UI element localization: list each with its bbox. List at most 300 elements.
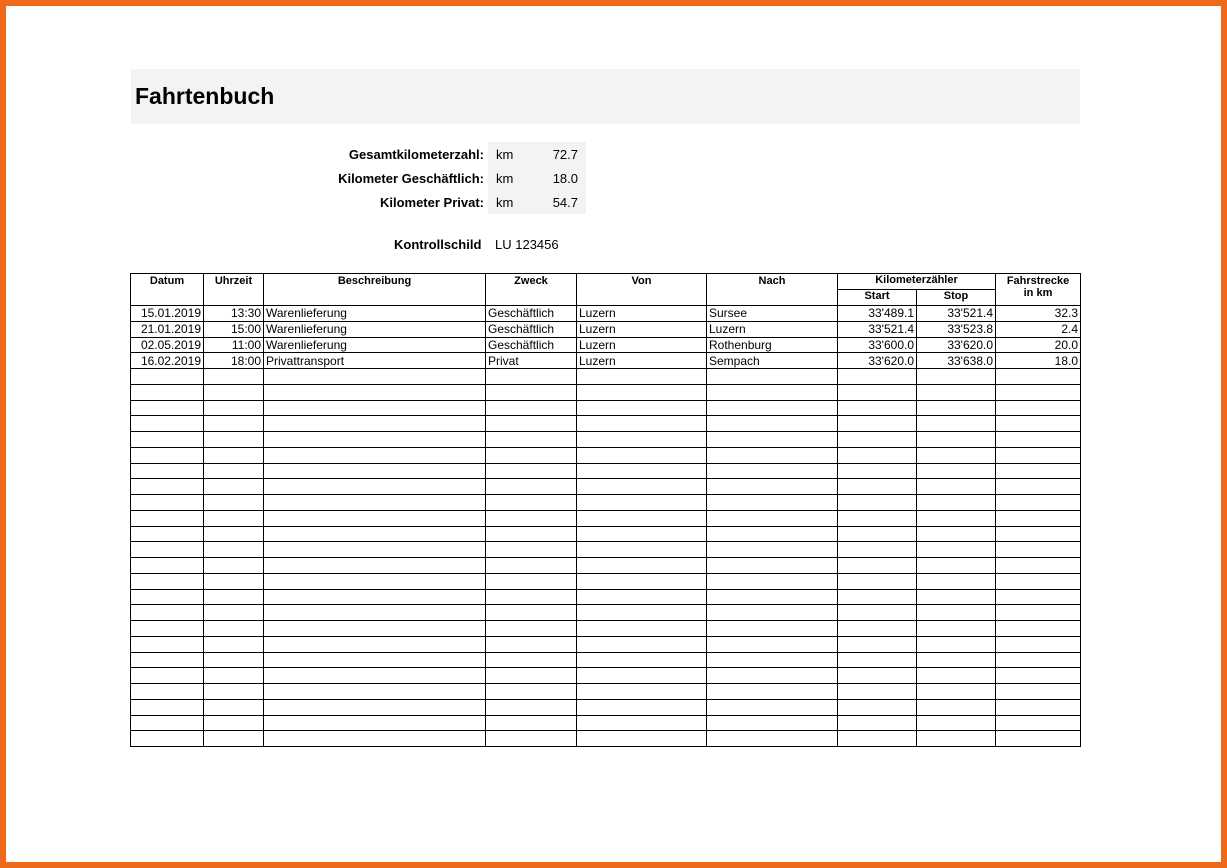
cell-stop[interactable] [917, 495, 996, 511]
cell-zweck[interactable] [486, 510, 577, 526]
table-row-empty [131, 699, 1081, 715]
cell-nach[interactable] [707, 463, 838, 479]
cell-zweck[interactable] [486, 400, 577, 416]
cell-uhrzeit[interactable]: 13:30 [204, 306, 264, 322]
cell-beschreibung[interactable] [264, 715, 486, 731]
cell-zweck[interactable] [486, 447, 577, 463]
cell-stop[interactable]: 33'523.8 [917, 321, 996, 337]
cell-zweck[interactable] [486, 558, 577, 574]
cell-zweck[interactable] [486, 731, 577, 747]
cell-beschreibung[interactable] [264, 463, 486, 479]
cell-uhrzeit[interactable] [204, 605, 264, 621]
cell-uhrzeit[interactable] [204, 400, 264, 416]
summary-value[interactable]: 18.0 [526, 166, 586, 190]
cell-zweck[interactable] [486, 589, 577, 605]
cell-datum[interactable] [131, 668, 204, 684]
cell-beschreibung[interactable] [264, 526, 486, 542]
cell-uhrzeit[interactable] [204, 684, 264, 700]
cell-stop[interactable] [917, 447, 996, 463]
cell-zweck[interactable] [486, 652, 577, 668]
cell-start[interactable] [838, 605, 917, 621]
cell-beschreibung[interactable] [264, 400, 486, 416]
cell-start[interactable] [838, 699, 917, 715]
cell-stop[interactable] [917, 636, 996, 652]
cell-strecke[interactable] [996, 668, 1081, 684]
cell-nach[interactable] [707, 621, 838, 637]
table-row-empty [131, 495, 1081, 511]
cell-zweck[interactable] [486, 479, 577, 495]
cell-uhrzeit[interactable] [204, 573, 264, 589]
table-row-empty [131, 652, 1081, 668]
cell-beschreibung[interactable] [264, 510, 486, 526]
cell-beschreibung[interactable] [264, 479, 486, 495]
page-title: Fahrtenbuch [135, 83, 275, 109]
cell-strecke[interactable] [996, 495, 1081, 511]
cell-zweck[interactable] [486, 542, 577, 558]
header-row [131, 274, 1081, 290]
cell-beschreibung[interactable] [264, 605, 486, 621]
cell-stop[interactable] [917, 400, 996, 416]
cell-beschreibung[interactable] [264, 652, 486, 668]
cell-zweck[interactable] [486, 715, 577, 731]
cell-start[interactable] [838, 400, 917, 416]
cell-nach[interactable] [707, 447, 838, 463]
cell-stop[interactable] [917, 463, 996, 479]
cell-datum[interactable] [131, 621, 204, 637]
cell-uhrzeit[interactable] [204, 463, 264, 479]
cell-datum[interactable] [131, 558, 204, 574]
cell-von[interactable] [577, 605, 707, 621]
summary-value[interactable]: 72.7 [526, 142, 586, 166]
cell-start[interactable] [838, 652, 917, 668]
col-header-start: Start [838, 290, 917, 306]
summary-value[interactable]: 54.7 [526, 190, 586, 214]
cell-strecke[interactable] [996, 447, 1081, 463]
col-header-uhrzeit: Uhrzeit [204, 274, 264, 306]
cell-stop[interactable] [917, 699, 996, 715]
cell-beschreibung[interactable] [264, 621, 486, 637]
table-row [131, 306, 1081, 322]
cell-start[interactable]: 33'620.0 [838, 353, 917, 369]
cell-beschreibung[interactable]: Privattransport [264, 353, 486, 369]
cell-strecke[interactable]: 32.3 [996, 306, 1081, 322]
cell-zweck[interactable] [486, 432, 577, 448]
cell-uhrzeit[interactable] [204, 589, 264, 605]
cell-start[interactable] [838, 447, 917, 463]
cell-zweck[interactable] [486, 495, 577, 511]
summary-label: Kilometer Geschäftlich: [338, 170, 484, 186]
cell-datum[interactable]: 15.01.2019 [131, 306, 204, 322]
cell-von[interactable]: Luzern [577, 306, 707, 322]
cell-strecke[interactable] [996, 573, 1081, 589]
table-row-empty [131, 636, 1081, 652]
cell-datum[interactable] [131, 526, 204, 542]
cell-von[interactable] [577, 542, 707, 558]
table-row-empty [131, 369, 1081, 385]
col-header-kilometerzaehler: Kilometerzähler [838, 274, 996, 290]
col-header-von: Von [577, 274, 707, 306]
cell-nach[interactable] [707, 558, 838, 574]
cell-start[interactable] [838, 495, 917, 511]
cell-uhrzeit[interactable] [204, 369, 264, 385]
cell-datum[interactable] [131, 605, 204, 621]
cell-nach[interactable] [707, 652, 838, 668]
cell-nach[interactable] [707, 400, 838, 416]
cell-stop[interactable] [917, 684, 996, 700]
cell-start[interactable] [838, 542, 917, 558]
cell-nach[interactable]: Luzern [707, 321, 838, 337]
cell-nach[interactable] [707, 479, 838, 495]
cell-start[interactable]: 33'600.0 [838, 337, 917, 353]
cell-zweck[interactable] [486, 384, 577, 400]
cell-nach[interactable] [707, 684, 838, 700]
cell-strecke[interactable] [996, 400, 1081, 416]
cell-datum[interactable]: 21.01.2019 [131, 321, 204, 337]
cell-uhrzeit[interactable] [204, 495, 264, 511]
cell-uhrzeit[interactable] [204, 432, 264, 448]
summary-unit[interactable]: km [488, 142, 526, 166]
cell-stop[interactable]: 33'521.4 [917, 306, 996, 322]
cell-stop[interactable] [917, 510, 996, 526]
cell-stop[interactable] [917, 605, 996, 621]
cell-von[interactable] [577, 479, 707, 495]
summary-row-business [300, 166, 586, 190]
table-row-empty [131, 668, 1081, 684]
cell-strecke[interactable]: 18.0 [996, 353, 1081, 369]
cell-strecke[interactable] [996, 731, 1081, 747]
cell-beschreibung[interactable] [264, 731, 486, 747]
cell-zweck[interactable] [486, 699, 577, 715]
cell-beschreibung[interactable] [264, 684, 486, 700]
cell-strecke[interactable] [996, 463, 1081, 479]
cell-datum[interactable] [131, 542, 204, 558]
table-row-empty [131, 526, 1081, 542]
cell-zweck[interactable] [486, 636, 577, 652]
cell-start[interactable]: 33'489.1 [838, 306, 917, 322]
table-row-empty [131, 621, 1081, 637]
summary-unit[interactable]: km [488, 190, 526, 214]
cell-zweck[interactable] [486, 668, 577, 684]
cell-uhrzeit[interactable]: 15:00 [204, 321, 264, 337]
cell-start[interactable] [838, 621, 917, 637]
cell-datum[interactable] [131, 463, 204, 479]
table-row [131, 321, 1081, 337]
cell-datum[interactable] [131, 589, 204, 605]
cell-uhrzeit[interactable] [204, 558, 264, 574]
cell-datum[interactable] [131, 699, 204, 715]
summary-table [300, 142, 586, 214]
cell-start[interactable]: 33'521.4 [838, 321, 917, 337]
cell-stop[interactable] [917, 432, 996, 448]
cell-nach[interactable] [707, 432, 838, 448]
cell-strecke[interactable] [996, 384, 1081, 400]
cell-stop[interactable] [917, 384, 996, 400]
cell-von[interactable] [577, 416, 707, 432]
cell-uhrzeit[interactable] [204, 447, 264, 463]
cell-von[interactable]: Luzern [577, 353, 707, 369]
cell-datum[interactable] [131, 715, 204, 731]
cell-nach[interactable] [707, 715, 838, 731]
cell-von[interactable] [577, 463, 707, 479]
cell-beschreibung[interactable] [264, 668, 486, 684]
cell-nach[interactable] [707, 510, 838, 526]
cell-start[interactable] [838, 384, 917, 400]
cell-zweck[interactable] [486, 463, 577, 479]
cell-strecke[interactable] [996, 715, 1081, 731]
cell-stop[interactable] [917, 652, 996, 668]
cell-zweck[interactable] [486, 605, 577, 621]
cell-uhrzeit[interactable] [204, 384, 264, 400]
cell-uhrzeit[interactable] [204, 510, 264, 526]
cell-uhrzeit[interactable] [204, 652, 264, 668]
cell-von[interactable] [577, 526, 707, 542]
cell-strecke[interactable] [996, 369, 1081, 385]
cell-uhrzeit[interactable] [204, 479, 264, 495]
cell-datum[interactable]: 02.05.2019 [131, 337, 204, 353]
cell-datum[interactable] [131, 731, 204, 747]
cell-nach[interactable] [707, 573, 838, 589]
cell-beschreibung[interactable] [264, 447, 486, 463]
cell-start[interactable] [838, 479, 917, 495]
cell-nach[interactable] [707, 495, 838, 511]
cell-von[interactable] [577, 495, 707, 511]
cell-datum[interactable] [131, 636, 204, 652]
cell-start[interactable] [838, 432, 917, 448]
cell-von[interactable] [577, 668, 707, 684]
cell-von[interactable] [577, 510, 707, 526]
cell-beschreibung[interactable] [264, 369, 486, 385]
cell-beschreibung[interactable] [264, 558, 486, 574]
col-header-datum: Datum [131, 274, 204, 306]
cell-uhrzeit[interactable] [204, 621, 264, 637]
cell-von[interactable] [577, 731, 707, 747]
cell-beschreibung[interactable]: Warenlieferung [264, 321, 486, 337]
cell-nach[interactable] [707, 542, 838, 558]
cell-nach[interactable] [707, 731, 838, 747]
col-header-beschreibung: Beschreibung [264, 274, 486, 306]
cell-datum[interactable] [131, 384, 204, 400]
cell-beschreibung[interactable] [264, 416, 486, 432]
cell-datum[interactable] [131, 495, 204, 511]
cell-strecke[interactable] [996, 542, 1081, 558]
cell-datum[interactable] [131, 416, 204, 432]
table-row-empty [131, 384, 1081, 400]
cell-von[interactable] [577, 621, 707, 637]
cell-uhrzeit[interactable] [204, 416, 264, 432]
cell-uhrzeit[interactable] [204, 542, 264, 558]
cell-uhrzeit[interactable] [204, 699, 264, 715]
table-row-empty [131, 479, 1081, 495]
cell-stop[interactable] [917, 526, 996, 542]
cell-von[interactable] [577, 558, 707, 574]
cell-start[interactable] [838, 510, 917, 526]
cell-von[interactable]: Luzern [577, 321, 707, 337]
cell-von[interactable] [577, 589, 707, 605]
cell-nach[interactable] [707, 526, 838, 542]
cell-nach[interactable] [707, 384, 838, 400]
cell-start[interactable] [838, 715, 917, 731]
cell-von[interactable] [577, 684, 707, 700]
cell-stop[interactable] [917, 621, 996, 637]
col-header-stop: Stop [917, 290, 996, 306]
cell-start[interactable] [838, 369, 917, 385]
cell-start[interactable] [838, 589, 917, 605]
cell-von[interactable] [577, 715, 707, 731]
col-header-zweck: Zweck [486, 274, 577, 306]
cell-nach[interactable] [707, 636, 838, 652]
cell-stop[interactable] [917, 731, 996, 747]
cell-nach[interactable]: Rothenburg [707, 337, 838, 353]
table-row-empty [131, 573, 1081, 589]
cell-datum[interactable] [131, 447, 204, 463]
cell-stop[interactable] [917, 715, 996, 731]
cell-beschreibung[interactable] [264, 495, 486, 511]
cell-stop[interactable] [917, 369, 996, 385]
cell-datum[interactable] [131, 369, 204, 385]
cell-beschreibung[interactable]: Warenlieferung [264, 306, 486, 322]
cell-start[interactable] [838, 684, 917, 700]
cell-zweck[interactable] [486, 526, 577, 542]
cell-stop[interactable] [917, 558, 996, 574]
cell-uhrzeit[interactable] [204, 526, 264, 542]
fahrstrecke-line1: Fahrstrecke [1006, 275, 1070, 287]
cell-nach[interactable] [707, 699, 838, 715]
cell-datum[interactable] [131, 400, 204, 416]
cell-nach[interactable] [707, 369, 838, 385]
cell-zweck[interactable] [486, 573, 577, 589]
table-row-empty [131, 463, 1081, 479]
cell-beschreibung[interactable]: Warenlieferung [264, 337, 486, 353]
cell-zweck[interactable] [486, 369, 577, 385]
table-row-empty [131, 605, 1081, 621]
cell-nach[interactable] [707, 605, 838, 621]
cell-von[interactable] [577, 369, 707, 385]
cell-beschreibung[interactable] [264, 384, 486, 400]
cell-strecke[interactable]: 20.0 [996, 337, 1081, 353]
cell-von[interactable] [577, 384, 707, 400]
cell-nach[interactable] [707, 416, 838, 432]
cell-strecke[interactable]: 2.4 [996, 321, 1081, 337]
cell-strecke[interactable] [996, 636, 1081, 652]
cell-uhrzeit[interactable] [204, 715, 264, 731]
cell-start[interactable] [838, 463, 917, 479]
cell-von[interactable] [577, 573, 707, 589]
cell-strecke[interactable] [996, 558, 1081, 574]
cell-nach[interactable] [707, 668, 838, 684]
table-row-empty [131, 684, 1081, 700]
cell-uhrzeit[interactable]: 18:00 [204, 353, 264, 369]
cell-datum[interactable] [131, 510, 204, 526]
cell-zweck[interactable]: Geschäftlich [486, 337, 577, 353]
cell-start[interactable] [838, 526, 917, 542]
cell-datum[interactable]: 16.02.2019 [131, 353, 204, 369]
cell-strecke[interactable] [996, 416, 1081, 432]
cell-von[interactable] [577, 699, 707, 715]
cell-uhrzeit[interactable] [204, 636, 264, 652]
cell-beschreibung[interactable] [264, 636, 486, 652]
cell-start[interactable] [838, 636, 917, 652]
cell-strecke[interactable] [996, 605, 1081, 621]
cell-stop[interactable] [917, 668, 996, 684]
cell-start[interactable] [838, 416, 917, 432]
cell-beschreibung[interactable] [264, 542, 486, 558]
cell-strecke[interactable] [996, 510, 1081, 526]
cell-stop[interactable] [917, 479, 996, 495]
cell-start[interactable] [838, 731, 917, 747]
cell-von[interactable] [577, 447, 707, 463]
table-row [131, 353, 1081, 369]
col-header-nach: Nach [707, 274, 838, 306]
cell-datum[interactable] [131, 479, 204, 495]
plate-value[interactable]: LU 123456 [495, 237, 559, 252]
cell-strecke[interactable] [996, 479, 1081, 495]
cell-beschreibung[interactable] [264, 699, 486, 715]
cell-stop[interactable] [917, 573, 996, 589]
summary-row-total [300, 142, 586, 166]
cell-nach[interactable] [707, 589, 838, 605]
cell-strecke[interactable] [996, 684, 1081, 700]
cell-uhrzeit[interactable] [204, 668, 264, 684]
cell-von[interactable] [577, 400, 707, 416]
fahrstrecke-line2: in km [1023, 287, 1053, 299]
cell-strecke[interactable] [996, 432, 1081, 448]
cell-strecke[interactable] [996, 652, 1081, 668]
cell-zweck[interactable]: Geschäftlich [486, 321, 577, 337]
cell-strecke[interactable] [996, 589, 1081, 605]
cell-uhrzeit[interactable]: 11:00 [204, 337, 264, 353]
table-row-empty [131, 589, 1081, 605]
cell-stop[interactable] [917, 542, 996, 558]
cell-stop[interactable]: 33'620.0 [917, 337, 996, 353]
cell-datum[interactable] [131, 573, 204, 589]
cell-strecke[interactable] [996, 621, 1081, 637]
cell-von[interactable] [577, 432, 707, 448]
summary-unit[interactable]: km [488, 166, 526, 190]
cell-zweck[interactable] [486, 416, 577, 432]
table-row-empty [131, 400, 1081, 416]
cell-zweck[interactable]: Privat [486, 353, 577, 369]
cell-beschreibung[interactable] [264, 432, 486, 448]
cell-nach[interactable]: Sursee [707, 306, 838, 322]
cell-nach[interactable]: Sempach [707, 353, 838, 369]
cell-von[interactable] [577, 652, 707, 668]
cell-start[interactable] [838, 668, 917, 684]
cell-datum[interactable] [131, 684, 204, 700]
cell-uhrzeit[interactable] [204, 731, 264, 747]
table-row-empty [131, 432, 1081, 448]
cell-zweck[interactable] [486, 684, 577, 700]
cell-stop[interactable] [917, 416, 996, 432]
summary-row-private [300, 190, 586, 214]
cell-stop[interactable] [917, 589, 996, 605]
cell-zweck[interactable]: Geschäftlich [486, 306, 577, 322]
cell-zweck[interactable] [486, 621, 577, 637]
cell-start[interactable] [838, 573, 917, 589]
cell-datum[interactable] [131, 432, 204, 448]
cell-start[interactable] [838, 558, 917, 574]
table-row [131, 337, 1081, 353]
cell-beschreibung[interactable] [264, 573, 486, 589]
cell-von[interactable]: Luzern [577, 337, 707, 353]
cell-strecke[interactable] [996, 699, 1081, 715]
table-row-empty [131, 416, 1081, 432]
cell-beschreibung[interactable] [264, 589, 486, 605]
cell-stop[interactable]: 33'638.0 [917, 353, 996, 369]
cell-von[interactable] [577, 636, 707, 652]
table-row-empty [131, 558, 1081, 574]
cell-datum[interactable] [131, 652, 204, 668]
cell-strecke[interactable] [996, 526, 1081, 542]
